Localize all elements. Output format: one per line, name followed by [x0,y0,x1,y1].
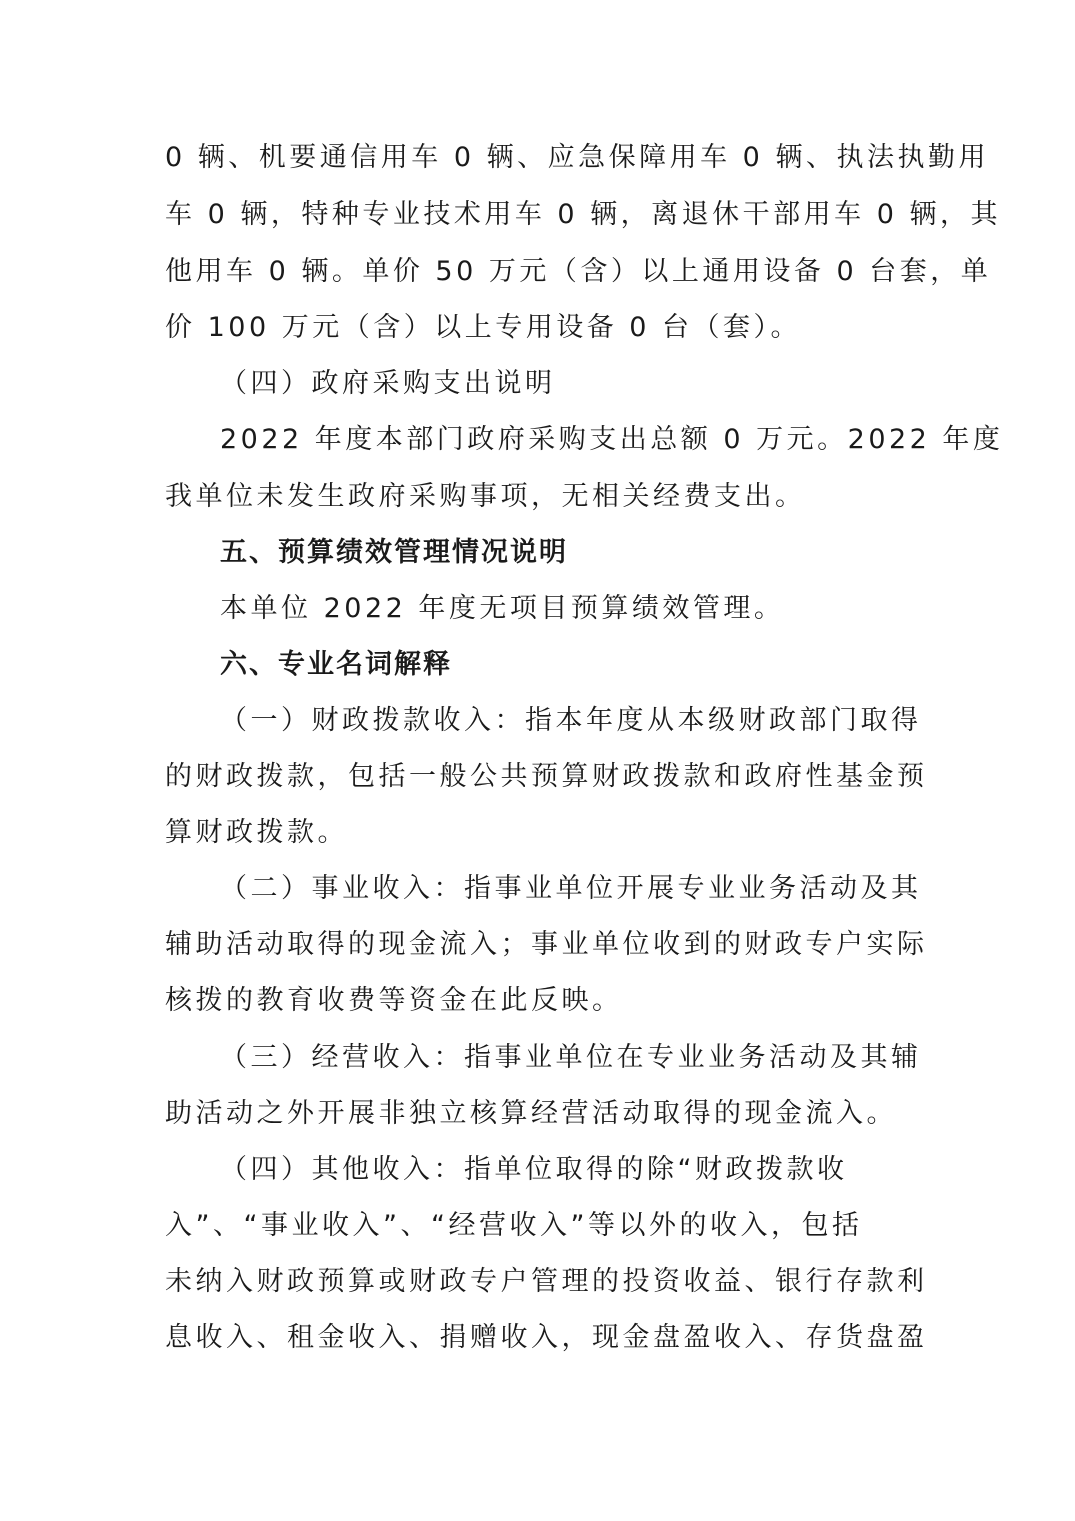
section-subheading: （四）政府采购支出说明 [220,368,556,399]
text-line: 车 0 辆，特种专业技术用车 0 辆，离退休干部用车 0 辆，其 [165,199,1002,230]
text-line: 他用车 0 辆。单价 50 万元（含）以上通用设备 0 台套，单 [165,256,992,287]
text-line: 我单位未发生政府采购事项，无相关经费支出。 [165,481,806,512]
text-line: 0 辆、机要通信用车 0 辆、应急保障用车 0 辆、执法执勤用 [165,142,989,173]
text-line: 的财政拨款，包括一般公共预算财政拨款和政府性基金预 [165,761,928,792]
text-line: （三）经营收入：指事业单位在专业业务活动及其辅 [220,1042,922,1073]
section-heading: 六、专业名词解释 [220,649,452,680]
text-line: 核拨的教育收费等资金在此反映。 [165,985,623,1016]
text-line: 入”、“事业收入”、“经营收入”等以外的收入，包括 [165,1210,863,1241]
text-line: 辅助活动取得的现金流入；事业单位收到的财政专户实际 [165,929,928,960]
text-line: （四）其他收入：指单位取得的除“财政拨款收 [220,1154,848,1185]
text-line: （一）财政拨款收入：指本年度从本级财政部门取得 [220,705,922,736]
text-line: （二）事业收入：指事业单位开展专业业务活动及其 [220,873,922,904]
text-line: 未纳入财政预算或财政专户管理的投资收益、银行存款利 [165,1266,928,1297]
text-line: 价 100 万元（含）以上专用设备 0 台（套）。 [165,312,802,343]
text-line: 息收入、租金收入、捐赠收入，现金盘盈收入、存货盘盈 [165,1322,928,1353]
section-heading: 五、预算绩效管理情况说明 [220,537,568,568]
text-line: 助活动之外开展非独立核算经营活动取得的现金流入。 [165,1098,897,1129]
text-line: 2022 年度本部门政府采购支出总额 0 万元。2022 年度 [220,424,1004,455]
text-line: 算财政拨款。 [165,817,348,848]
text-line: 本单位 2022 年度无项目预算绩效管理。 [220,593,785,624]
